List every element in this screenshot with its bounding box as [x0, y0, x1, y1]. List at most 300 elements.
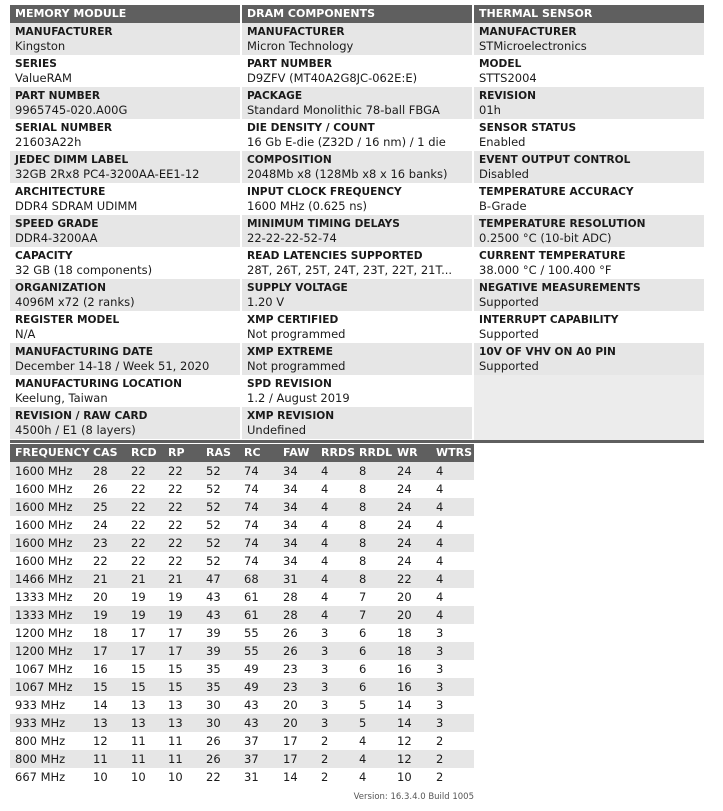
- table-cell: 43: [206, 608, 221, 622]
- field-row: [242, 183, 472, 215]
- column-header: FAW: [283, 446, 310, 459]
- field-label: SENSOR STATUS: [479, 122, 577, 134]
- field-value: Kingston: [15, 39, 66, 53]
- table-cell: 2: [436, 770, 444, 784]
- table-cell: 4: [321, 500, 329, 514]
- table-cell: 8: [359, 554, 367, 568]
- table-cell: 28: [93, 464, 108, 478]
- table-cell: 15: [93, 680, 108, 694]
- field-row: [474, 87, 704, 119]
- table-cell: 34: [283, 536, 298, 550]
- field-label: INTERRUPT CAPABILITY: [479, 314, 619, 326]
- field-row: [242, 87, 472, 119]
- table-cell: 6: [359, 680, 367, 694]
- field-value: 4500h / E1 (8 layers): [15, 423, 136, 437]
- table-cell: 24: [397, 500, 412, 514]
- table-cell: 34: [283, 554, 298, 568]
- timing-table: [10, 444, 474, 786]
- table-cell: 800 MHz: [15, 734, 66, 748]
- table-cell: 14: [397, 716, 412, 730]
- table-row: [10, 732, 474, 750]
- field-value: N/A: [15, 327, 36, 341]
- table-cell: 35: [206, 680, 221, 694]
- table-cell: 3: [321, 626, 329, 640]
- table-cell: 39: [206, 644, 221, 658]
- table-cell: 19: [168, 590, 183, 604]
- table-cell: 12: [397, 752, 412, 766]
- table-cell: 13: [93, 716, 108, 730]
- field-label: 10V OF VHV ON A0 PIN: [479, 346, 616, 358]
- field-row: [10, 119, 240, 151]
- table-row: [10, 750, 474, 768]
- table-cell: 21: [168, 572, 183, 586]
- table-cell: 20: [93, 590, 108, 604]
- table-cell: 1333 MHz: [15, 608, 73, 622]
- table-cell: 933 MHz: [15, 698, 66, 712]
- field-value: Disabled: [479, 167, 529, 181]
- table-cell: 11: [93, 752, 108, 766]
- field-row: [10, 87, 240, 119]
- table-cell: 4: [436, 572, 444, 586]
- table-cell: 19: [131, 590, 146, 604]
- column-header: RRDL: [359, 446, 393, 459]
- field-value: 1.2 / August 2019: [247, 391, 350, 405]
- table-cell: 1200 MHz: [15, 644, 73, 658]
- field-row: [10, 247, 240, 279]
- field-label: SERIES: [15, 58, 57, 70]
- field-value: 01h: [479, 103, 501, 117]
- table-cell: 34: [283, 518, 298, 532]
- table-cell: 3: [436, 680, 444, 694]
- dram-components-fields: [242, 23, 472, 441]
- table-cell: 16: [397, 662, 412, 676]
- table-cell: 24: [397, 464, 412, 478]
- field-label: XMP REVISION: [247, 410, 335, 422]
- field-value: 1600 MHz (0.625 ns): [247, 199, 368, 213]
- field-value: 4096M x72 (2 ranks): [15, 295, 135, 309]
- field-row: [10, 23, 240, 55]
- table-cell: 55: [244, 626, 259, 640]
- field-label: ARCHITECTURE: [15, 186, 106, 198]
- table-cell: 14: [397, 698, 412, 712]
- field-value: 2048Mb x8 (128Mb x8 x 16 banks): [247, 167, 448, 181]
- field-value: Supported: [479, 359, 539, 373]
- field-label: JEDEC DIMM LABEL: [15, 154, 129, 166]
- table-cell: 3: [321, 680, 329, 694]
- field-value: B-Grade: [479, 199, 527, 213]
- table-cell: 667 MHz: [15, 770, 66, 784]
- field-label: CAPACITY: [15, 250, 73, 262]
- table-cell: 20: [283, 716, 298, 730]
- field-value: 21603A22h: [15, 135, 82, 149]
- field-row: [10, 311, 240, 343]
- column-header: RC: [244, 446, 261, 459]
- table-cell: 4: [321, 590, 329, 604]
- field-label: NEGATIVE MEASUREMENTS: [479, 282, 641, 294]
- table-cell: 10: [93, 770, 108, 784]
- field-row: [474, 279, 704, 311]
- field-row: [10, 183, 240, 215]
- field-row: [242, 375, 472, 407]
- table-row: [10, 642, 474, 660]
- version-label: Version: 16.3.4.0 Build 1005: [353, 792, 474, 802]
- table-cell: 5: [359, 716, 367, 730]
- table-cell: 4: [436, 464, 444, 478]
- field-row: [242, 343, 472, 375]
- memory-module-panel: [10, 5, 240, 441]
- field-value: 32GB 2Rx8 PC4-3200AA-EE1-12: [15, 167, 200, 181]
- table-cell: 22: [168, 464, 183, 478]
- table-cell: 15: [131, 680, 146, 694]
- table-cell: 17: [168, 626, 183, 640]
- table-row: [10, 660, 474, 678]
- table-cell: 22: [168, 482, 183, 496]
- table-cell: 2: [321, 770, 329, 784]
- field-row: [242, 311, 472, 343]
- field-row: [10, 407, 240, 439]
- table-cell: 1600 MHz: [15, 536, 73, 550]
- field-value: Enabled: [479, 135, 526, 149]
- column-header: RRDS: [321, 446, 355, 459]
- table-cell: 34: [283, 500, 298, 514]
- column-header: RP: [168, 446, 185, 459]
- table-cell: 4: [321, 482, 329, 496]
- table-cell: 21: [131, 572, 146, 586]
- field-row: [242, 55, 472, 87]
- table-cell: 26: [283, 644, 298, 658]
- table-cell: 8: [359, 482, 367, 496]
- table-row: [10, 624, 474, 642]
- table-cell: 43: [244, 716, 259, 730]
- field-row: [242, 151, 472, 183]
- field-label: REVISION / RAW CARD: [15, 410, 148, 422]
- memory-module-header: MEMORY MODULE: [10, 5, 240, 23]
- field-row: [474, 151, 704, 183]
- field-value: 0.2500 °C (10-bit ADC): [479, 231, 612, 245]
- table-cell: 3: [321, 662, 329, 676]
- field-label: SPD REVISION: [247, 378, 332, 390]
- field-value: STTS2004: [479, 71, 537, 85]
- timing-table-header: [10, 444, 474, 462]
- field-value: D9ZFV (MT40A2G8JC-062E:E): [247, 71, 418, 85]
- field-value: 22-22-22-52-74: [247, 231, 337, 245]
- table-cell: 24: [397, 518, 412, 532]
- table-cell: 6: [359, 644, 367, 658]
- table-cell: 5: [359, 698, 367, 712]
- table-cell: 49: [244, 662, 259, 676]
- table-row: [10, 534, 474, 552]
- memory-module-fields: [10, 23, 240, 441]
- table-cell: 7: [359, 590, 367, 604]
- field-value: ValueRAM: [15, 71, 72, 85]
- table-cell: 23: [93, 536, 108, 550]
- table-cell: 22: [168, 500, 183, 514]
- field-row: [474, 119, 704, 151]
- field-label: MANUFACTURER: [15, 26, 113, 38]
- table-cell: 20: [397, 590, 412, 604]
- field-label: SPEED GRADE: [15, 218, 99, 230]
- table-cell: 8: [359, 572, 367, 586]
- table-cell: 37: [244, 734, 259, 748]
- table-cell: 10: [131, 770, 146, 784]
- thermal-sensor-header: THERMAL SENSOR: [474, 5, 704, 23]
- table-cell: 26: [93, 482, 108, 496]
- field-value: DDR4-3200AA: [15, 231, 98, 245]
- field-row: [474, 247, 704, 279]
- table-cell: 10: [168, 770, 183, 784]
- field-row: [10, 375, 240, 407]
- dram-components-header: DRAM COMPONENTS: [242, 5, 472, 23]
- table-cell: 68: [244, 572, 259, 586]
- table-cell: 19: [168, 608, 183, 622]
- table-cell: 31: [244, 770, 259, 784]
- table-cell: 25: [93, 500, 108, 514]
- table-cell: 11: [168, 734, 183, 748]
- table-cell: 19: [131, 608, 146, 622]
- table-row: [10, 714, 474, 732]
- table-cell: 7: [359, 608, 367, 622]
- field-row: [474, 23, 704, 55]
- table-cell: 1333 MHz: [15, 590, 73, 604]
- table-cell: 55: [244, 644, 259, 658]
- table-cell: 2: [321, 752, 329, 766]
- field-label: XMP EXTREME: [247, 346, 333, 358]
- table-cell: 74: [244, 536, 259, 550]
- table-cell: 3: [436, 698, 444, 712]
- table-cell: 52: [206, 554, 221, 568]
- field-row: [242, 279, 472, 311]
- table-cell: 4: [436, 482, 444, 496]
- table-cell: 12: [93, 734, 108, 748]
- table-cell: 17: [93, 644, 108, 658]
- table-cell: 16: [93, 662, 108, 676]
- table-cell: 2: [321, 734, 329, 748]
- field-row: [242, 23, 472, 55]
- table-cell: 22: [131, 500, 146, 514]
- field-label: REVISION: [479, 90, 536, 102]
- field-row: [474, 183, 704, 215]
- table-cell: 22: [131, 518, 146, 532]
- field-value: Supported: [479, 327, 539, 341]
- field-value: Micron Technology: [247, 39, 354, 53]
- field-label: MANUFACTURER: [479, 26, 577, 38]
- field-label: SUPPLY VOLTAGE: [247, 282, 348, 294]
- table-cell: 34: [283, 464, 298, 478]
- table-cell: 11: [168, 752, 183, 766]
- table-cell: 24: [397, 536, 412, 550]
- table-cell: 4: [321, 518, 329, 532]
- table-cell: 4: [321, 536, 329, 550]
- field-label: TEMPERATURE RESOLUTION: [479, 218, 646, 230]
- column-header: RAS: [206, 446, 231, 459]
- field-label: CURRENT TEMPERATURE: [479, 250, 626, 262]
- table-cell: 4: [436, 518, 444, 532]
- table-cell: 22: [168, 536, 183, 550]
- field-label: READ LATENCIES SUPPORTED: [247, 250, 423, 262]
- field-value: 28T, 26T, 25T, 24T, 23T, 22T, 21T...: [247, 263, 453, 277]
- table-row: [10, 588, 474, 606]
- table-cell: 18: [397, 644, 412, 658]
- table-cell: 8: [359, 536, 367, 550]
- table-cell: 22: [131, 482, 146, 496]
- column-header: FREQUENCY: [15, 446, 90, 459]
- field-row: [474, 343, 704, 375]
- table-cell: 13: [131, 716, 146, 730]
- thermal-sensor-panel: [474, 5, 704, 441]
- field-label: MODEL: [479, 58, 522, 70]
- table-row: [10, 516, 474, 534]
- column-header: CAS: [93, 446, 118, 459]
- field-label: COMPOSITION: [247, 154, 332, 166]
- table-cell: 8: [359, 518, 367, 532]
- table-cell: 1200 MHz: [15, 626, 73, 640]
- table-cell: 4: [359, 752, 367, 766]
- field-value: 1.20 V: [247, 295, 285, 309]
- table-cell: 1067 MHz: [15, 680, 73, 694]
- table-cell: 2: [436, 734, 444, 748]
- table-cell: 28: [283, 608, 298, 622]
- table-cell: 74: [244, 500, 259, 514]
- table-cell: 74: [244, 464, 259, 478]
- table-row: [10, 606, 474, 624]
- table-cell: 74: [244, 554, 259, 568]
- table-row: [10, 480, 474, 498]
- field-row: [10, 55, 240, 87]
- table-cell: 4: [321, 554, 329, 568]
- table-cell: 1600 MHz: [15, 500, 73, 514]
- table-cell: 17: [131, 626, 146, 640]
- table-cell: 30: [206, 698, 221, 712]
- table-cell: 22: [168, 518, 183, 532]
- field-row: [242, 247, 472, 279]
- table-cell: 22: [93, 554, 108, 568]
- table-cell: 10: [397, 770, 412, 784]
- table-row: [10, 462, 474, 480]
- table-cell: 4: [321, 464, 329, 478]
- table-cell: 1067 MHz: [15, 662, 73, 676]
- table-cell: 13: [168, 716, 183, 730]
- table-cell: 3: [321, 716, 329, 730]
- table-cell: 61: [244, 590, 259, 604]
- table-cell: 30: [206, 716, 221, 730]
- field-label: INPUT CLOCK FREQUENCY: [247, 186, 402, 198]
- table-cell: 22: [397, 572, 412, 586]
- table-cell: 4: [436, 500, 444, 514]
- table-cell: 74: [244, 518, 259, 532]
- table-row: [10, 696, 474, 714]
- table-cell: 11: [131, 734, 146, 748]
- table-cell: 4: [436, 536, 444, 550]
- field-value: 9965745-020.A00G: [15, 103, 128, 117]
- field-row: [474, 55, 704, 87]
- table-cell: 18: [397, 626, 412, 640]
- field-row: [474, 215, 704, 247]
- table-cell: 3: [436, 662, 444, 676]
- table-cell: 52: [206, 482, 221, 496]
- field-label: SERIAL NUMBER: [15, 122, 113, 134]
- table-cell: 3: [436, 716, 444, 730]
- field-row: [242, 215, 472, 247]
- table-cell: 26: [206, 752, 221, 766]
- table-cell: 1600 MHz: [15, 554, 73, 568]
- table-cell: 43: [244, 698, 259, 712]
- table-cell: 6: [359, 626, 367, 640]
- table-cell: 37: [244, 752, 259, 766]
- table-cell: 14: [283, 770, 298, 784]
- table-cell: 3: [436, 626, 444, 640]
- field-row: [242, 407, 472, 439]
- field-label: ORGANIZATION: [15, 282, 106, 294]
- table-cell: 17: [283, 752, 298, 766]
- table-cell: 19: [93, 608, 108, 622]
- field-label: PACKAGE: [247, 90, 303, 102]
- table-cell: 22: [206, 770, 221, 784]
- column-header: RCD: [131, 446, 157, 459]
- table-cell: 2: [436, 752, 444, 766]
- table-cell: 52: [206, 500, 221, 514]
- table-cell: 6: [359, 662, 367, 676]
- table-row: [10, 570, 474, 588]
- table-row: [10, 498, 474, 516]
- table-cell: 18: [93, 626, 108, 640]
- field-value: 16 Gb E-die (Z32D / 16 nm) / 1 die: [247, 135, 446, 149]
- table-cell: 11: [131, 752, 146, 766]
- table-row: [10, 768, 474, 786]
- table-cell: 61: [244, 608, 259, 622]
- table-cell: 3: [321, 644, 329, 658]
- table-cell: 17: [131, 644, 146, 658]
- table-cell: 52: [206, 464, 221, 478]
- field-label: MINIMUM TIMING DELAYS: [247, 218, 400, 230]
- table-cell: 22: [131, 554, 146, 568]
- table-row: [10, 678, 474, 696]
- field-row: [10, 151, 240, 183]
- table-row: [10, 552, 474, 570]
- field-label: PART NUMBER: [15, 90, 101, 102]
- field-value: Not programmed: [247, 327, 346, 341]
- table-cell: 14: [93, 698, 108, 712]
- table-cell: 17: [283, 734, 298, 748]
- field-value: December 14-18 / Week 51, 2020: [15, 359, 210, 373]
- table-cell: 26: [283, 626, 298, 640]
- table-cell: 15: [131, 662, 146, 676]
- table-cell: 4: [436, 608, 444, 622]
- table-cell: 15: [168, 680, 183, 694]
- field-value: Standard Monolithic 78-ball FBGA: [247, 103, 440, 117]
- field-label: TEMPERATURE ACCURACY: [479, 186, 634, 198]
- table-cell: 49: [244, 680, 259, 694]
- table-cell: 21: [93, 572, 108, 586]
- table-cell: 1466 MHz: [15, 572, 73, 586]
- thermal-sensor-fields: [474, 23, 704, 441]
- table-cell: 8: [359, 500, 367, 514]
- field-label: MANUFACTURING LOCATION: [15, 378, 182, 390]
- field-label: MANUFACTURING DATE: [15, 346, 154, 358]
- table-cell: 4: [321, 608, 329, 622]
- table-cell: 22: [131, 464, 146, 478]
- table-cell: 31: [283, 572, 298, 586]
- field-row: [10, 279, 240, 311]
- table-cell: 22: [168, 554, 183, 568]
- table-cell: 26: [206, 734, 221, 748]
- field-value: Keelung, Taiwan: [15, 391, 108, 405]
- field-value: Undefined: [247, 423, 306, 437]
- field-value: DDR4 SDRAM UDIMM: [15, 199, 138, 213]
- table-cell: 23: [283, 662, 298, 676]
- field-label: MANUFACTURER: [247, 26, 345, 38]
- field-value: 38.000 °C / 100.400 °F: [479, 263, 612, 277]
- table-cell: 52: [206, 518, 221, 532]
